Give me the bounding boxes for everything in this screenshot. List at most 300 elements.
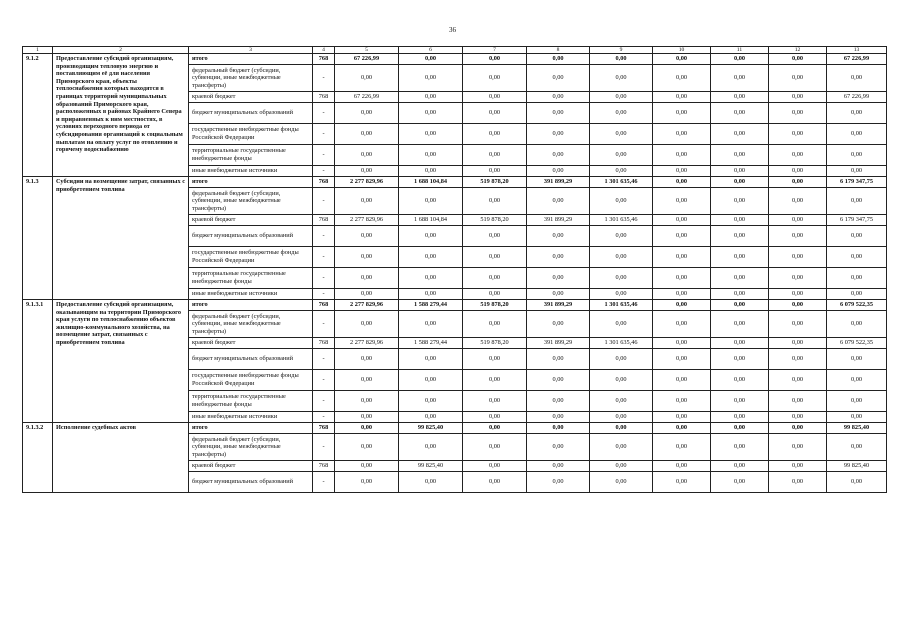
amount-cell: 0,00 — [653, 92, 711, 103]
amount-cell: 0,00 — [590, 268, 653, 289]
amount-cell: 0,00 — [463, 412, 527, 423]
amount-cell: 519 878,20 — [463, 338, 527, 349]
amount-cell: 0,00 — [527, 289, 590, 300]
grbs-code: - — [313, 65, 335, 92]
amount-cell: 2 277 829,96 — [335, 177, 399, 188]
amount-cell: 0,00 — [399, 247, 463, 268]
amount-cell: 0,00 — [590, 311, 653, 338]
grbs-code: 768 — [313, 215, 335, 226]
amount-cell: 0,00 — [590, 289, 653, 300]
amount-cell: 0,00 — [527, 247, 590, 268]
funding-source: бюджет муниципальных образований — [189, 349, 313, 370]
amount-cell: 0,00 — [653, 311, 711, 338]
amount-cell: 0,00 — [335, 145, 399, 166]
amount-cell: 0,00 — [827, 124, 887, 145]
amount-cell: 0,00 — [463, 370, 527, 391]
amount-cell: 1 301 635,46 — [590, 300, 653, 311]
amount-cell: 0,00 — [769, 226, 827, 247]
amount-cell: 0,00 — [590, 65, 653, 92]
amount-cell: 0,00 — [827, 103, 887, 124]
amount-cell: 2 277 829,96 — [335, 215, 399, 226]
amount-cell: 0,00 — [769, 166, 827, 177]
grbs-code: 768 — [313, 423, 335, 434]
amount-cell: 0,00 — [335, 349, 399, 370]
amount-cell: 0,00 — [769, 349, 827, 370]
funding-source: бюджет муниципальных образований — [189, 103, 313, 124]
amount-cell: 0,00 — [711, 472, 769, 493]
amount-cell: 0,00 — [711, 226, 769, 247]
funding-source: итого — [189, 423, 313, 434]
amount-cell: 0,00 — [335, 166, 399, 177]
amount-cell: 0,00 — [653, 289, 711, 300]
amount-cell: 67 226,99 — [827, 54, 887, 65]
amount-cell: 0,00 — [335, 247, 399, 268]
grbs-code: - — [313, 391, 335, 412]
funding-source: бюджет муниципальных образований — [189, 472, 313, 493]
amount-cell: 6 079 522,35 — [827, 300, 887, 311]
amount-cell: 0,00 — [711, 92, 769, 103]
amount-cell: 0,00 — [653, 188, 711, 215]
grbs-code: 768 — [313, 54, 335, 65]
amount-cell: 0,00 — [590, 423, 653, 434]
amount-cell: 0,00 — [463, 247, 527, 268]
amount-cell: 0,00 — [527, 92, 590, 103]
amount-cell: 0,00 — [769, 311, 827, 338]
amount-cell: 0,00 — [653, 338, 711, 349]
amount-cell: 0,00 — [335, 124, 399, 145]
amount-cell: 99 825,40 — [827, 423, 887, 434]
amount-cell: 0,00 — [590, 370, 653, 391]
amount-cell: 0,00 — [527, 391, 590, 412]
amount-cell: 0,00 — [590, 349, 653, 370]
amount-cell: 0,00 — [527, 370, 590, 391]
amount-cell: 0,00 — [335, 289, 399, 300]
amount-cell: 0,00 — [769, 370, 827, 391]
amount-cell: 0,00 — [711, 412, 769, 423]
amount-cell: 0,00 — [335, 461, 399, 472]
funding-source: государственные внебюджетные фонды Российской Федерации — [189, 124, 313, 145]
row-code: 9.1.2 — [23, 54, 53, 177]
funding-source: иные внебюджетные источники — [189, 166, 313, 177]
amount-cell: 0,00 — [711, 103, 769, 124]
funding-source: краевой бюджет — [189, 215, 313, 226]
amount-cell: 0,00 — [463, 226, 527, 247]
amount-cell: 1 301 635,46 — [590, 215, 653, 226]
amount-cell: 0,00 — [653, 370, 711, 391]
grbs-code: - — [313, 145, 335, 166]
amount-cell: 0,00 — [653, 412, 711, 423]
amount-cell: 0,00 — [769, 177, 827, 188]
row-code: 9.1.3.2 — [23, 423, 53, 493]
amount-cell: 0,00 — [463, 391, 527, 412]
amount-cell: 0,00 — [527, 145, 590, 166]
amount-cell: 99 825,40 — [399, 423, 463, 434]
grbs-code: 768 — [313, 338, 335, 349]
table-row — [23, 54, 887, 65]
funding-source: территориальные государственные внебюджетные фонды — [189, 145, 313, 166]
amount-cell: 0,00 — [711, 434, 769, 461]
amount-cell: 0,00 — [653, 434, 711, 461]
funding-source: краевой бюджет — [189, 92, 313, 103]
column-number: 10 — [653, 47, 711, 54]
amount-cell: 0,00 — [769, 289, 827, 300]
amount-cell: 0,00 — [711, 145, 769, 166]
amount-cell: 0,00 — [335, 370, 399, 391]
amount-cell: 0,00 — [335, 103, 399, 124]
amount-cell: 0,00 — [711, 338, 769, 349]
amount-cell: 0,00 — [769, 461, 827, 472]
amount-cell: 0,00 — [827, 145, 887, 166]
grbs-code: - — [313, 268, 335, 289]
amount-cell: 0,00 — [399, 65, 463, 92]
amount-cell: 0,00 — [827, 391, 887, 412]
amount-cell: 0,00 — [653, 145, 711, 166]
grbs-code: - — [313, 124, 335, 145]
funding-source: государственные внебюджетные фонды Российской Федерации — [189, 370, 313, 391]
table-body — [23, 47, 887, 493]
column-number: 3 — [189, 47, 313, 54]
amount-cell: 67 226,99 — [335, 54, 399, 65]
column-number: 4 — [313, 47, 335, 54]
funding-source: итого — [189, 177, 313, 188]
amount-cell: 0,00 — [653, 349, 711, 370]
amount-cell: 0,00 — [827, 166, 887, 177]
amount-cell: 0,00 — [769, 188, 827, 215]
amount-cell: 0,00 — [769, 423, 827, 434]
page-number: 36 — [449, 26, 456, 34]
amount-cell: 0,00 — [399, 103, 463, 124]
amount-cell: 0,00 — [769, 338, 827, 349]
amount-cell: 0,00 — [399, 92, 463, 103]
amount-cell: 0,00 — [653, 300, 711, 311]
amount-cell: 0,00 — [527, 423, 590, 434]
amount-cell: 0,00 — [711, 300, 769, 311]
amount-cell: 0,00 — [827, 268, 887, 289]
grbs-code: - — [313, 349, 335, 370]
column-number: 5 — [335, 47, 399, 54]
amount-cell: 0,00 — [769, 434, 827, 461]
amount-cell: 0,00 — [590, 124, 653, 145]
funding-source: итого — [189, 54, 313, 65]
amount-cell: 519 878,20 — [463, 300, 527, 311]
amount-cell: 0,00 — [463, 461, 527, 472]
table-row — [23, 300, 887, 311]
column-number: 6 — [399, 47, 463, 54]
amount-cell: 0,00 — [335, 434, 399, 461]
amount-cell: 0,00 — [527, 472, 590, 493]
amount-cell: 0,00 — [335, 391, 399, 412]
column-number-row — [23, 47, 887, 54]
column-number: 11 — [711, 47, 769, 54]
grbs-code: - — [313, 412, 335, 423]
funding-source: итого — [189, 300, 313, 311]
column-number: 7 — [463, 47, 527, 54]
amount-cell: 0,00 — [463, 311, 527, 338]
amount-cell: 0,00 — [463, 124, 527, 145]
amount-cell: 0,00 — [463, 188, 527, 215]
amount-cell: 0,00 — [399, 226, 463, 247]
amount-cell: 0,00 — [769, 268, 827, 289]
amount-cell: 0,00 — [711, 423, 769, 434]
amount-cell: 0,00 — [827, 349, 887, 370]
funding-source: федеральный бюджет (субсидии, субвенции, иные межбюджетные трансферты) — [189, 188, 313, 215]
amount-cell: 519 878,20 — [463, 177, 527, 188]
amount-cell: 391 899,29 — [527, 177, 590, 188]
amount-cell: 0,00 — [769, 92, 827, 103]
amount-cell: 0,00 — [711, 65, 769, 92]
amount-cell: 0,00 — [769, 412, 827, 423]
grbs-code: - — [313, 188, 335, 215]
amount-cell: 0,00 — [711, 391, 769, 412]
amount-cell: 0,00 — [463, 268, 527, 289]
amount-cell: 0,00 — [769, 247, 827, 268]
funding-source: бюджет муниципальных образований — [189, 226, 313, 247]
amount-cell: 0,00 — [769, 215, 827, 226]
table-row — [23, 177, 887, 188]
amount-cell: 0,00 — [527, 311, 590, 338]
amount-cell: 0,00 — [653, 247, 711, 268]
row-code: 9.1.3 — [23, 177, 53, 300]
funding-source: государственные внебюджетные фонды Российской Федерации — [189, 247, 313, 268]
amount-cell: 67 226,99 — [335, 92, 399, 103]
amount-cell: 0,00 — [711, 177, 769, 188]
amount-cell: 0,00 — [335, 226, 399, 247]
amount-cell: 0,00 — [653, 472, 711, 493]
amount-cell: 0,00 — [335, 268, 399, 289]
funding-source: краевой бюджет — [189, 338, 313, 349]
row-description: Исполнение судебных актов — [53, 423, 189, 493]
funding-source: территориальные государственные внебюджетные фонды — [189, 391, 313, 412]
amount-cell: 0,00 — [711, 166, 769, 177]
amount-cell: 0,00 — [827, 472, 887, 493]
grbs-code: - — [313, 472, 335, 493]
amount-cell: 0,00 — [527, 434, 590, 461]
amount-cell: 0,00 — [653, 103, 711, 124]
amount-cell: 6 079 522,35 — [827, 338, 887, 349]
amount-cell: 0,00 — [827, 247, 887, 268]
row-description: Предоставление субсидий организациям, оказывающим на территории Приморского края услуги по теплоснабжению объектов жилищно-коммунального хозяйства, на возмещение затрат, связанных с приобретением топлива — [53, 300, 189, 423]
amount-cell: 0,00 — [590, 145, 653, 166]
amount-cell: 0,00 — [590, 103, 653, 124]
amount-cell: 6 179 347,75 — [827, 177, 887, 188]
amount-cell: 0,00 — [399, 124, 463, 145]
amount-cell: 0,00 — [527, 124, 590, 145]
grbs-code: 768 — [313, 177, 335, 188]
amount-cell: 0,00 — [399, 145, 463, 166]
grbs-code: - — [313, 247, 335, 268]
amount-cell: 0,00 — [711, 124, 769, 145]
amount-cell: 519 878,20 — [463, 215, 527, 226]
amount-cell: 0,00 — [653, 215, 711, 226]
amount-cell: 0,00 — [653, 391, 711, 412]
amount-cell: 0,00 — [711, 54, 769, 65]
amount-cell: 0,00 — [590, 461, 653, 472]
budget-table — [22, 46, 887, 493]
amount-cell: 99 825,40 — [827, 461, 887, 472]
amount-cell: 0,00 — [527, 412, 590, 423]
amount-cell: 0,00 — [653, 268, 711, 289]
amount-cell: 0,00 — [590, 92, 653, 103]
funding-source: федеральный бюджет (субсидии, субвенции, иные межбюджетные трансферты) — [189, 311, 313, 338]
row-description: Субсидии на возмещение затрат, связанных с приобретением топлива — [53, 177, 189, 300]
column-number: 1 — [23, 47, 53, 54]
amount-cell: 0,00 — [463, 289, 527, 300]
amount-cell: 6 179 347,75 — [827, 215, 887, 226]
grbs-code: - — [313, 166, 335, 177]
amount-cell: 391 899,29 — [527, 338, 590, 349]
amount-cell: 0,00 — [711, 349, 769, 370]
amount-cell: 0,00 — [769, 391, 827, 412]
row-description: Предоставление субсидий организациям, производящим тепловую энергию и поставляющим её для населения Приморского края, объекты теплоснабжения которых находятся в границах территорий муниципальных образований Приморского края, расположенных в районах Крайнего Севера и приравненных к ним местностях, в условиях переходного периода от субсидирования организаций к социальным выплатам на оплату услуг по отоплению и горячему водоснабжению — [53, 54, 189, 177]
grbs-code: - — [313, 226, 335, 247]
grbs-code: - — [313, 311, 335, 338]
amount-cell: 0,00 — [399, 349, 463, 370]
funding-source: краевой бюджет — [189, 461, 313, 472]
amount-cell: 0,00 — [590, 472, 653, 493]
amount-cell: 0,00 — [590, 166, 653, 177]
amount-cell: 0,00 — [335, 65, 399, 92]
amount-cell: 0,00 — [827, 434, 887, 461]
amount-cell: 0,00 — [711, 289, 769, 300]
amount-cell: 0,00 — [527, 188, 590, 215]
amount-cell: 0,00 — [769, 103, 827, 124]
amount-cell: 0,00 — [527, 65, 590, 92]
amount-cell: 0,00 — [399, 412, 463, 423]
amount-cell: 0,00 — [463, 472, 527, 493]
amount-cell: 99 825,40 — [399, 461, 463, 472]
amount-cell: 0,00 — [335, 188, 399, 215]
amount-cell: 0,00 — [463, 434, 527, 461]
amount-cell: 0,00 — [590, 391, 653, 412]
amount-cell: 2 277 829,96 — [335, 300, 399, 311]
funding-source: иные внебюджетные источники — [189, 412, 313, 423]
amount-cell: 0,00 — [463, 54, 527, 65]
amount-cell: 0,00 — [827, 370, 887, 391]
amount-cell: 1 301 635,46 — [590, 338, 653, 349]
amount-cell: 0,00 — [590, 434, 653, 461]
amount-cell: 0,00 — [463, 145, 527, 166]
amount-cell: 0,00 — [399, 391, 463, 412]
amount-cell: 0,00 — [827, 311, 887, 338]
amount-cell: 391 899,29 — [527, 215, 590, 226]
amount-cell: 0,00 — [527, 166, 590, 177]
amount-cell: 0,00 — [711, 370, 769, 391]
amount-cell: 0,00 — [590, 226, 653, 247]
amount-cell: 0,00 — [527, 349, 590, 370]
amount-cell: 0,00 — [463, 166, 527, 177]
amount-cell: 0,00 — [653, 226, 711, 247]
amount-cell: 0,00 — [590, 188, 653, 215]
amount-cell: 0,00 — [463, 65, 527, 92]
amount-cell: 0,00 — [399, 188, 463, 215]
grbs-code: 768 — [313, 461, 335, 472]
grbs-code: - — [313, 103, 335, 124]
column-number: 8 — [527, 47, 590, 54]
amount-cell: 0,00 — [653, 54, 711, 65]
amount-cell: 0,00 — [527, 461, 590, 472]
amount-cell: 0,00 — [335, 412, 399, 423]
amount-cell: 0,00 — [399, 370, 463, 391]
amount-cell: 1 688 104,84 — [399, 177, 463, 188]
amount-cell: 0,00 — [769, 145, 827, 166]
amount-cell: 0,00 — [827, 226, 887, 247]
amount-cell: 0,00 — [769, 54, 827, 65]
amount-cell: 0,00 — [590, 54, 653, 65]
amount-cell: 0,00 — [711, 461, 769, 472]
funding-source: территориальные государственные внебюджетные фонды — [189, 268, 313, 289]
amount-cell: 0,00 — [463, 103, 527, 124]
table-row — [23, 423, 887, 434]
amount-cell: 0,00 — [711, 268, 769, 289]
amount-cell: 0,00 — [527, 226, 590, 247]
row-code: 9.1.3.1 — [23, 300, 53, 423]
amount-cell: 0,00 — [335, 472, 399, 493]
amount-cell: 0,00 — [711, 247, 769, 268]
amount-cell: 0,00 — [399, 472, 463, 493]
amount-cell: 1 588 279,44 — [399, 300, 463, 311]
grbs-code: - — [313, 434, 335, 461]
amount-cell: 0,00 — [399, 268, 463, 289]
amount-cell: 0,00 — [769, 65, 827, 92]
amount-cell: 67 226,99 — [827, 92, 887, 103]
amount-cell: 1 588 279,44 — [399, 338, 463, 349]
amount-cell: 0,00 — [399, 54, 463, 65]
amount-cell: 0,00 — [769, 124, 827, 145]
amount-cell: 0,00 — [590, 412, 653, 423]
amount-cell: 0,00 — [827, 65, 887, 92]
funding-source: федеральный бюджет (субсидии, субвенции, иные межбюджетные трансферты) — [189, 65, 313, 92]
amount-cell: 0,00 — [827, 412, 887, 423]
amount-cell: 0,00 — [527, 54, 590, 65]
amount-cell: 0,00 — [653, 124, 711, 145]
amount-cell: 0,00 — [769, 300, 827, 311]
amount-cell: 0,00 — [399, 434, 463, 461]
amount-cell: 0,00 — [399, 166, 463, 177]
amount-cell: 0,00 — [463, 349, 527, 370]
grbs-code: 768 — [313, 92, 335, 103]
amount-cell: 0,00 — [653, 166, 711, 177]
column-number: 12 — [769, 47, 827, 54]
column-number: 2 — [53, 47, 189, 54]
column-number: 13 — [827, 47, 887, 54]
amount-cell: 0,00 — [711, 311, 769, 338]
amount-cell: 0,00 — [827, 289, 887, 300]
amount-cell: 0,00 — [653, 65, 711, 92]
amount-cell: 0,00 — [527, 268, 590, 289]
grbs-code: - — [313, 370, 335, 391]
amount-cell: 0,00 — [335, 423, 399, 434]
funding-source: иные внебюджетные источники — [189, 289, 313, 300]
amount-cell: 0,00 — [653, 177, 711, 188]
amount-cell: 391 899,29 — [527, 300, 590, 311]
amount-cell: 2 277 829,96 — [335, 338, 399, 349]
amount-cell: 0,00 — [711, 188, 769, 215]
amount-cell: 0,00 — [827, 188, 887, 215]
grbs-code: - — [313, 289, 335, 300]
amount-cell: 0,00 — [653, 461, 711, 472]
amount-cell: 0,00 — [463, 92, 527, 103]
amount-cell: 0,00 — [769, 472, 827, 493]
column-number: 9 — [590, 47, 653, 54]
amount-cell: 0,00 — [711, 215, 769, 226]
amount-cell: 0,00 — [399, 311, 463, 338]
amount-cell: 0,00 — [463, 423, 527, 434]
amount-cell: 1 301 635,46 — [590, 177, 653, 188]
funding-source: федеральный бюджет (субсидии, субвенции, иные межбюджетные трансферты) — [189, 434, 313, 461]
amount-cell: 0,00 — [653, 423, 711, 434]
amount-cell: 0,00 — [590, 247, 653, 268]
grbs-code: 768 — [313, 300, 335, 311]
